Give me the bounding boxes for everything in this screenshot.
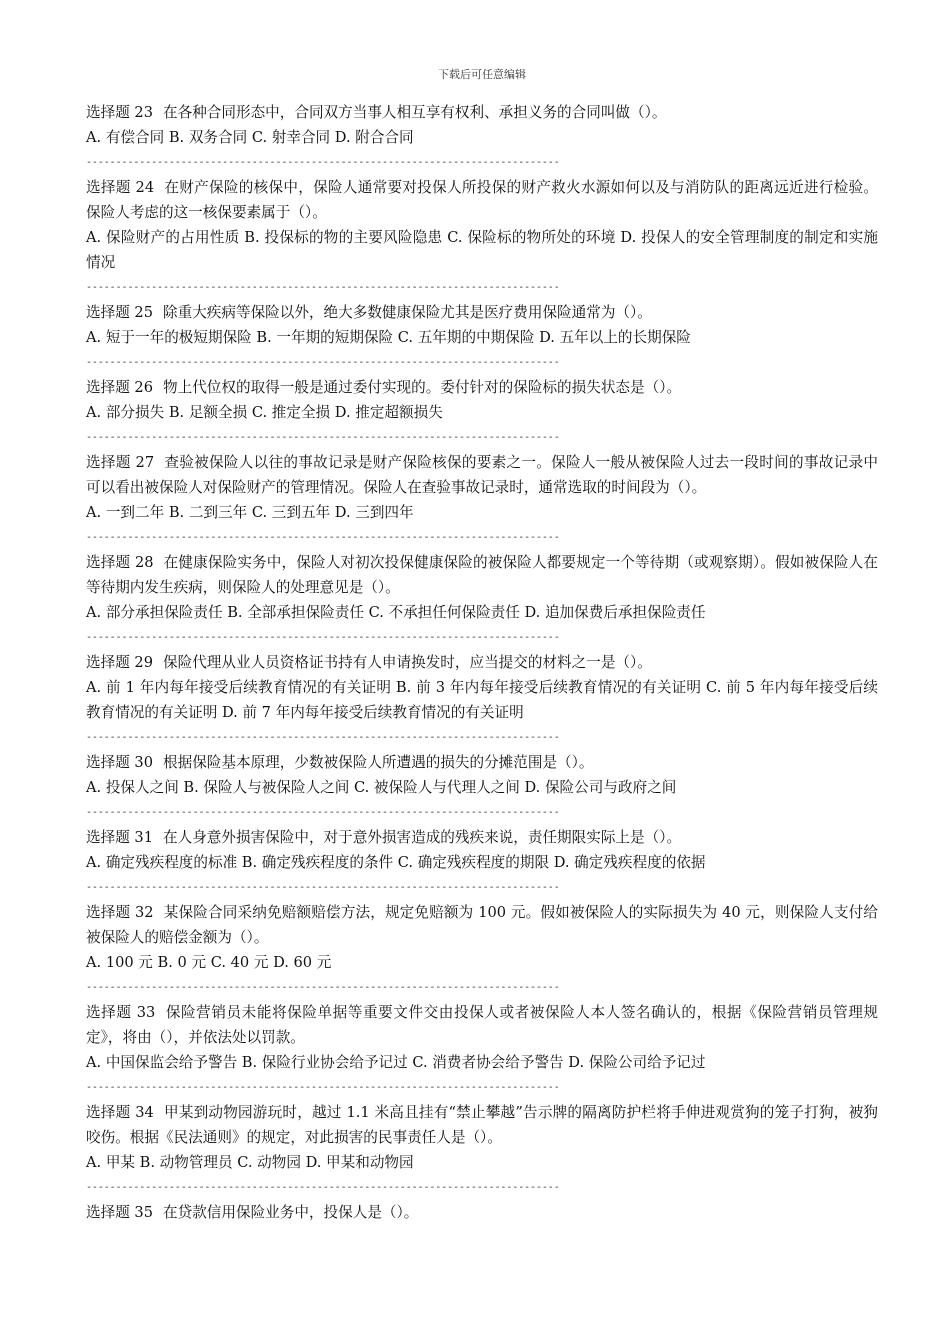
question-options: A. 中国保监会给予警告 B. 保险行业协会给予记过 C. 消费者协会给予警告 D. 保险公司给予记过 [86,1054,706,1071]
divider: -------------------------------------------------------------------------------- [86,632,560,643]
question-stem: 除重大疾病等保险以外，绝大多数健康保险尤其是医疗费用保险通常为（）。 [163,304,652,321]
question-35 [86,1200,878,1225]
question-options: A. 部分承担保险责任 B. 全部承担保险责任 C. 不承担任何保险责任 D. 追加保费后承担保险责任 [86,604,706,621]
question-26 [86,375,878,450]
question-24 [86,175,878,300]
question-options: A. 甲某 B. 动物管理员 C. 动物园 D. 甲某和动物园 [86,1154,414,1171]
question-stem: 在各种合同形态中，合同双方当事人相互享有权利、承担义务的合同叫做（）。 [163,104,667,121]
question-options: A. 前 1 年内每年接受后续教育情况的有关证明 B. 前 3 年内每年接受后续教育情况的有关证明 C. 前 5 年内每年接受后续教育情况的有关证明 D. 前 7 年内每年接受后续教育情况的有关证明 [86,679,878,721]
question-33 [86,1000,878,1100]
divider: -------------------------------------------------------------------------------- [86,532,560,543]
divider: -------------------------------------------------------------------------------- [86,882,560,893]
divider: -------------------------------------------------------------------------------- [86,282,560,293]
question-stem: 保险代理从业人员资格证书持有人申请换发时，应当提交的材料之一是（）。 [163,654,652,671]
question-text [86,300,878,325]
question-text [86,900,878,950]
divider: -------------------------------------------------------------------------------- [86,982,560,993]
question-28 [86,550,878,650]
question-number: 选择题 23 [86,104,153,121]
question-stem: 根据保险基本原理，少数被保险人所遭遇的损失的分摊范围是（）。 [163,754,594,771]
question-options: A. 短于一年的极短期保险 B. 一年期的短期保险 C. 五年期的中期保险 D. 五年以上的长期保险 [86,329,691,346]
question-number: 选择题 25 [86,304,153,321]
divider: -------------------------------------------------------------------------------- [86,807,560,818]
question-list [86,100,878,1225]
question-30 [86,750,878,825]
question-32 [86,900,878,1000]
divider: -------------------------------------------------------------------------------- [86,357,560,368]
question-stem: 物上代位权的取得一般是通过委付实现的。委付针对的保险标的损失状态是（）。 [163,379,682,396]
page-header: 下载后可任意编辑 [438,68,526,81]
question-stem: 在人身意外损害保险中，对于意外损害造成的残疾来说，责任期限实际上是（）。 [163,829,682,846]
divider: -------------------------------------------------------------------------------- [86,432,560,443]
question-options: A. 100 元 B. 0 元 C. 40 元 D. 60 元 [86,954,332,971]
question-text [86,450,878,500]
divider: -------------------------------------------------------------------------------- [86,1182,560,1193]
question-options: A. 保险财产的占用性质 B. 投保标的物的主要风险隐患 C. 保险标的物所处的环境 D. 投保人的安全管理制度的制定和实施情况 [86,229,878,271]
question-number: 选择题 28 [86,554,154,571]
question-stem: 在健康保险实务中，保险人对初次投保健康保险的被保险人都要规定一个等待期（或观察期）。假如被保险人在等待期内发生疾病，则保险人的处理意见是（）。 [86,554,878,596]
question-number: 选择题 30 [86,754,153,771]
question-options: A. 投保人之间 B. 保险人与被保险人之间 C. 被保险人与代理人之间 D. 保险公司与政府之间 [86,779,677,796]
question-text [86,650,878,675]
question-number: 选择题 31 [86,829,153,846]
question-text [86,175,878,225]
question-number: 选择题 34 [86,1104,154,1121]
question-options: A. 有偿合同 B. 双务合同 C. 射幸合同 D. 附合合同 [86,129,414,146]
question-31 [86,825,878,900]
question-text [86,1100,878,1150]
question-number: 选择题 32 [86,904,154,921]
question-stem: 在财产保险的核保中，保险人通常要对投保人所投保的财产救火水源如何以及与消防队的距离远近进行检验。保险人考虑的这一核保要素属于（）。 [86,179,878,221]
question-27 [86,450,878,550]
question-text [86,1000,878,1050]
question-number: 选择题 27 [86,454,155,471]
question-number: 选择题 24 [86,179,155,196]
question-options: A. 确定残疾程度的标准 B. 确定残疾程度的条件 C. 确定残疾程度的期限 D. 确定残疾程度的依据 [86,854,706,871]
question-stem: 某保险合同采纳免赔额赔偿方法，规定免赔额为 100 元。假如被保险人的实际损失为 40 元，则保险人支付给被保险人的赔偿金额为（）。 [86,904,878,946]
question-text [86,825,878,850]
question-stem: 保险营销员未能将保险单据等重要文件交由投保人或者被保险人本人签名确认的，根据《保险营销员管理规定》，将由（），并依法处以罚款。 [86,1004,878,1046]
divider: -------------------------------------------------------------------------------- [86,1082,560,1093]
divider: -------------------------------------------------------------------------------- [86,732,560,743]
question-number: 选择题 26 [86,379,153,396]
question-text [86,550,878,600]
question-number: 选择题 29 [86,654,153,671]
divider: -------------------------------------------------------------------------------- [86,157,560,168]
question-number: 选择题 35 [86,1204,153,1221]
question-text [86,100,878,125]
question-text [86,375,878,400]
question-34 [86,1100,878,1200]
question-options: A. 一到二年 B. 二到三年 C. 三到五年 D. 三到四年 [86,504,414,521]
question-text [86,750,878,775]
question-25 [86,300,878,375]
question-number: 选择题 33 [86,1004,156,1021]
question-23 [86,100,878,175]
question-stem: 查验被保险人以往的事故记录是财产保险核保的要素之一。保险人一般从被保险人过去一段时间的事故记录中可以看出被保险人对保险财产的管理情况。保险人在查验事故记录时，通常选取的时间段为（）。 [86,454,878,496]
question-stem: 甲某到动物园游玩时，越过 1.1 米高且挂有“禁止攀越”告示牌的隔离防护栏将手伸进观赏狗的笼子打狗，被狗咬伤。根据《民法通则》的规定，对此损害的民事责任人是（）。 [86,1104,878,1146]
question-text [86,1200,878,1225]
question-29 [86,650,878,750]
question-options: A. 部分损失 B. 足额全损 C. 推定全损 D. 推定超额损失 [86,404,443,421]
question-stem: 在贷款信用保险业务中，投保人是（）。 [163,1204,419,1221]
